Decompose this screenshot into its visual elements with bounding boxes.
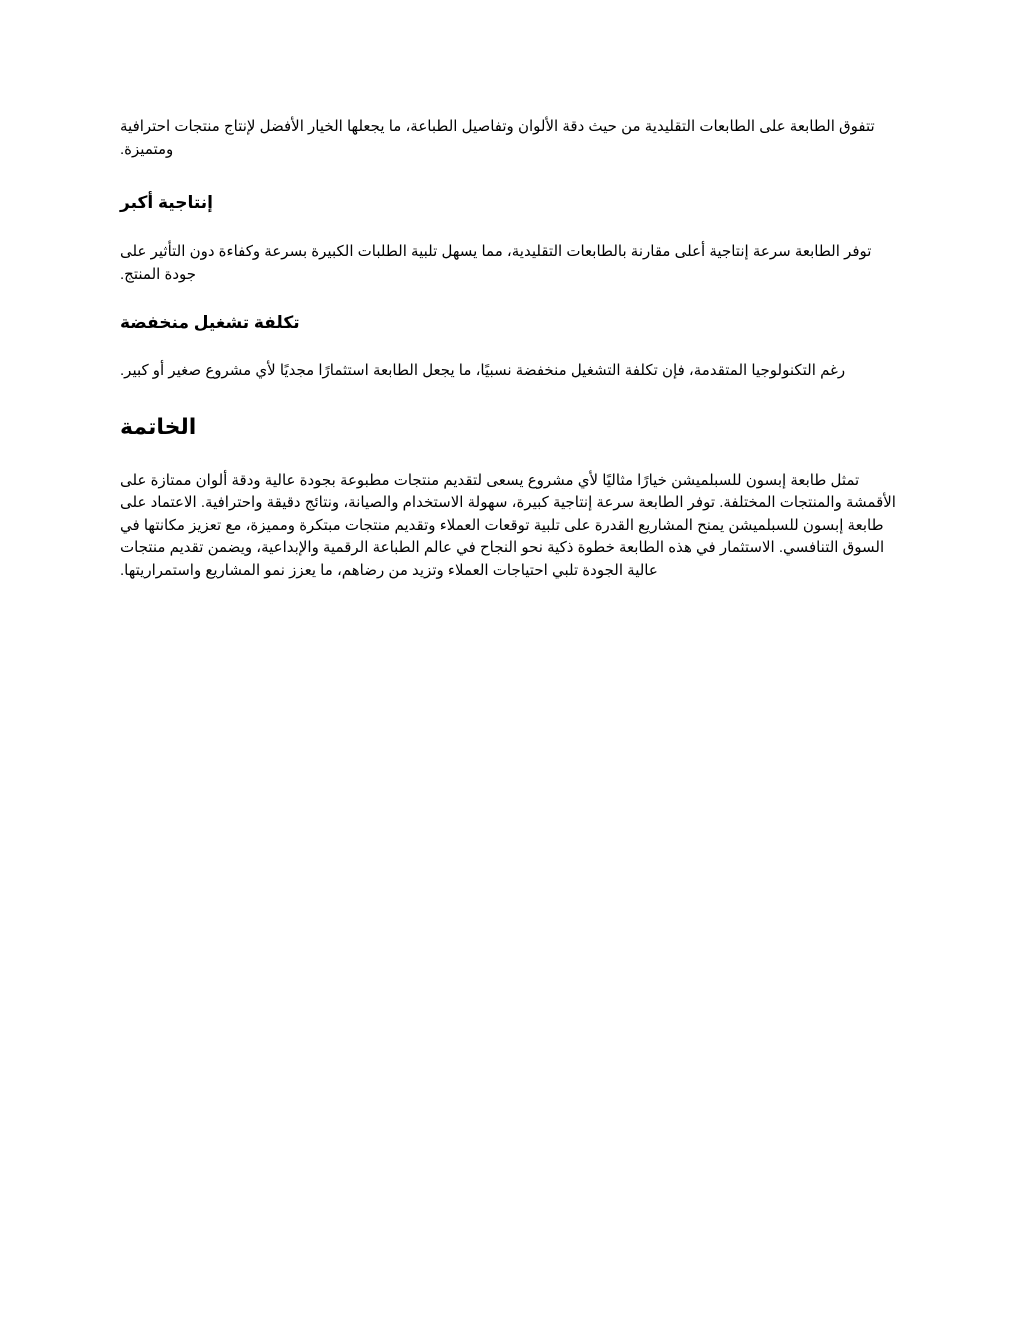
productivity-paragraph: توفر الطابعة سرعة إنتاجية أعلى مقارنة بالطابعات التقليدية، مما يسهل تلبية الطلبات الكبيرة بسرعة وكفاءة دون التأثير على جودة المنتج. (120, 243, 872, 283)
cost-paragraph: رغم التكنولوجيا المتقدمة، فإن تكلفة التشغيل منخفضة نسبيًا، ما يجعل الطابعة استثمارًا مجديًا لأي مشروع صغير أو كبير. (120, 362, 846, 379)
conclusion-paragraph: تمثل طابعة إبسون للسبلميشن خيارًا مثاليًا لأي مشروع يسعى لتقديم منتجات مطبوعة بجودة عالية ودقة ألوان ممتازة على الأقمشة والمنتجات المختلفة. توفر الطابعة سرعة إنتاجية كبيرة، سهولة الاستخدام والصيانة، ونتائج دقيقة واحترافية. الاعتماد على طابعة إبسون للسبلميشن يمنح المشاريع القدرة على تلبية توقعات العملاء وتقديم منتجات مبتكرة ومميزة، مع تعزيز مكانتها في السوق التنافسي. الاستثمار في هذه الطابعة خطوة ذكية نحو النجاح في عالم الطباعة الرقمية والإبداعية، ويضمن تقديم منتجات عالية الجودة تلبي احتياجات العملاء وتزيد من رضاهم، ما يعزز نمو المشاريع واستمراريتها. (120, 471, 896, 579)
productivity-heading: إنتاجية أكبر (120, 193, 213, 212)
cost-heading: تكلفة تشغيل منخفضة (120, 313, 300, 332)
document-page (120, 116, 901, 582)
intro-paragraph: تتفوق الطابعة على الطابعات التقليدية من حيث دقة الألوان وتفاصيل الطباعة، ما يجعلها الخيار الأفضل لإنتاج منتجات احترافية ومتميزة. (120, 118, 875, 158)
conclusion-heading: الخاتمة (120, 413, 197, 439)
